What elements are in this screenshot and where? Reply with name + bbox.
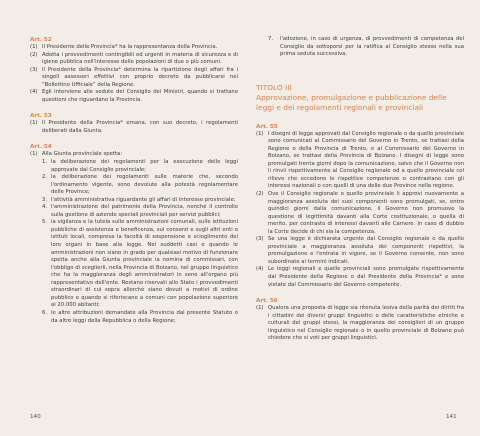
- list-item: 4. l'amministrazione del patrimonio della Provincia, nonché il controllo sulla gestione di aziende speciali provinciali per servizi pubblici;: [42, 204, 238, 218]
- paragraph: (1) Qualora una proposta di legge sia ritenuta lesiva della parità dei diritti fra i cittadini dei diversi gruppi linguistici o delle caratteristiche etniche e culturali dei gruppi stessi, la maggioranza dei consiglieri di un gruppo linguistico nel Consiglio regionale o in quello provinciale di Bolzano può chiedere che si voti per gruppi linguistici.: [256, 305, 464, 342]
- paragraph: (3) Se una legge è dichiarata urgente dal Consiglio regionale o da quello provinciale a maggioranza assoluta dei componenti rispettivi, la promulgazione e l'entrata in vigore, se il Governo consente, non sono subordinate ai termini indicati.: [256, 236, 464, 265]
- paragraph: (2) Ove il Consiglio regionale o quello provinciale li approvi nuovamente a maggioranza assoluta dei suoi componenti sono promulgati, se, entro quindici giorni dalla comunicazione, il Governo non promuove la questione di legittimità davanti alla Corte costituzionale, o quella di merito, per contrasto di interessi davanti alle Camere. In caso di dubbio la Corte decide di chi sia la competenza.: [256, 191, 464, 235]
- list-item: 7. l'adozione, in caso di urgenza, di provvedimenti di competenza del Consiglio da sottoporsi per la ratifica al Consiglio stesso nella sua prima seduta successiva.: [268, 36, 464, 58]
- article-heading: Art. 52: [30, 37, 52, 43]
- title-heading: TITOLO III: [256, 82, 292, 92]
- article-53: [30, 112, 238, 135]
- article-heading: Art. 55: [256, 123, 278, 130]
- article-54: [30, 143, 238, 325]
- section-title: [256, 83, 464, 113]
- paragraph: (1) I disegni di legge approvati dal Consiglio regionale o da quello provinciale sono comunicati al Commissario del Governo in Trento, se trattasi della Regione o della Provincia di Trento, e al Commissario del Governo in Bolzano, se trattasi della Provincia di Bolzano. I disegni di legge sono promulgati trenta giorni dopo la comunicazione, salvo che il Governo non li rinvii rispettivamente al Consiglio regionale od a quello provinciale col rilievo che eccedono le rispettive competenze o contrastano con gli interessi nazionali o con quelli di una delle due Province nella regione.: [256, 130, 464, 190]
- list-item: 3. l'attività amministrativa riguardante gli affari di interesse provinciale;: [42, 196, 236, 203]
- list-item: 1. la deliberazione dei regolamenti per la esecuzione delle leggi approvate dal Consiglio provinciale;: [42, 159, 238, 173]
- article-56: [256, 297, 464, 343]
- list-item: 6. le altre attribuzioni demandate alla Provincia dal presente Statuto o da altre leggi della Repubblica o della Regione;: [42, 309, 238, 324]
- left-column: [30, 36, 238, 333]
- article-52: [30, 36, 238, 104]
- paragraph: (2) Adotta i provvedimenti contingibili ed urgenti in materia di sicurezza e di igiene pubblica nell'interesse delle popolazioni di due o più comuni.: [30, 51, 238, 66]
- paragraph: (3) Il Presidente della Provincia* determina la ripartizione degli affari fra i singoli assessori effettivi con proprio decreto da pubblicarsi nel “Bollettino Ufficiale” della Regione.: [30, 66, 238, 88]
- article-55: [256, 123, 464, 289]
- article-heading: Art. 56: [256, 298, 278, 305]
- article-heading: Art. 54: [30, 144, 52, 151]
- paragraph: (1) Alla Giunta provinciale spetta:: [30, 151, 123, 158]
- page-number-left: 140: [30, 414, 41, 420]
- paragraph: (4) Egli interviene alle sedute del Consiglio dei Ministri, quando si trattano questioni che riguardano la Provincia.: [30, 89, 238, 103]
- title-subheading: Approvazione, promulgazione e pubblicazione delle leggi e dei regolamenti regionali e provinciali: [256, 92, 447, 112]
- list-item: 5. la vigilanza e la tutela sulle amministrazioni comunali, sulle istituzioni pubbliche di assistenza e beneficenza, sui consorzi e sugli altri enti o istituti locali, compresa la facoltà di sospensione e scioglimento dei loro organi in base alla legge. Nei suddetti casi e quando le amministrazioni non siano in grado per qualsiasi motivo di funzionare spetta anche alla Giunta provinciale la nomina di commissari, con l'obbligo di sceglierli, nella Provincia di Bolzano, nel gruppo linguistico che ha la maggioranza degli amministratori in seno all'organo più rappresentativo dell'ente. Restano riservati allo Stato i provvedimenti straordinari di cui sopra allorché siano dovuti a motivi di ordine pubblico e quando si riferiscano a comuni con popolazione superiore ai 20.000 abitanti;: [42, 219, 238, 309]
- right-column: [256, 36, 464, 351]
- paragraph: (1) Il Presidente della Provincia* emana, con suo decreto, i regolamenti deliberati dalla Giunta.: [30, 120, 238, 134]
- article-heading: Art. 53: [30, 113, 52, 120]
- paragraph: (1) Il Presidente della Provincia* ha la rappresentanza della Provincia.: [30, 44, 218, 50]
- page-number-right: 141: [446, 414, 457, 420]
- list-item: 2. la deliberazione dei regolamenti sulle materie che, secondo l'ordinamento vigente, sono devolute alla potestà regolamentare delle Province;: [42, 174, 238, 196]
- paragraph: (4) Le leggi regionali e quelle provinciali sono promulgate rispettivamente dal Presidente della Regione o dal Presidente della Provincia* e sono vistate dal Commissario del Governo competente.: [256, 266, 464, 288]
